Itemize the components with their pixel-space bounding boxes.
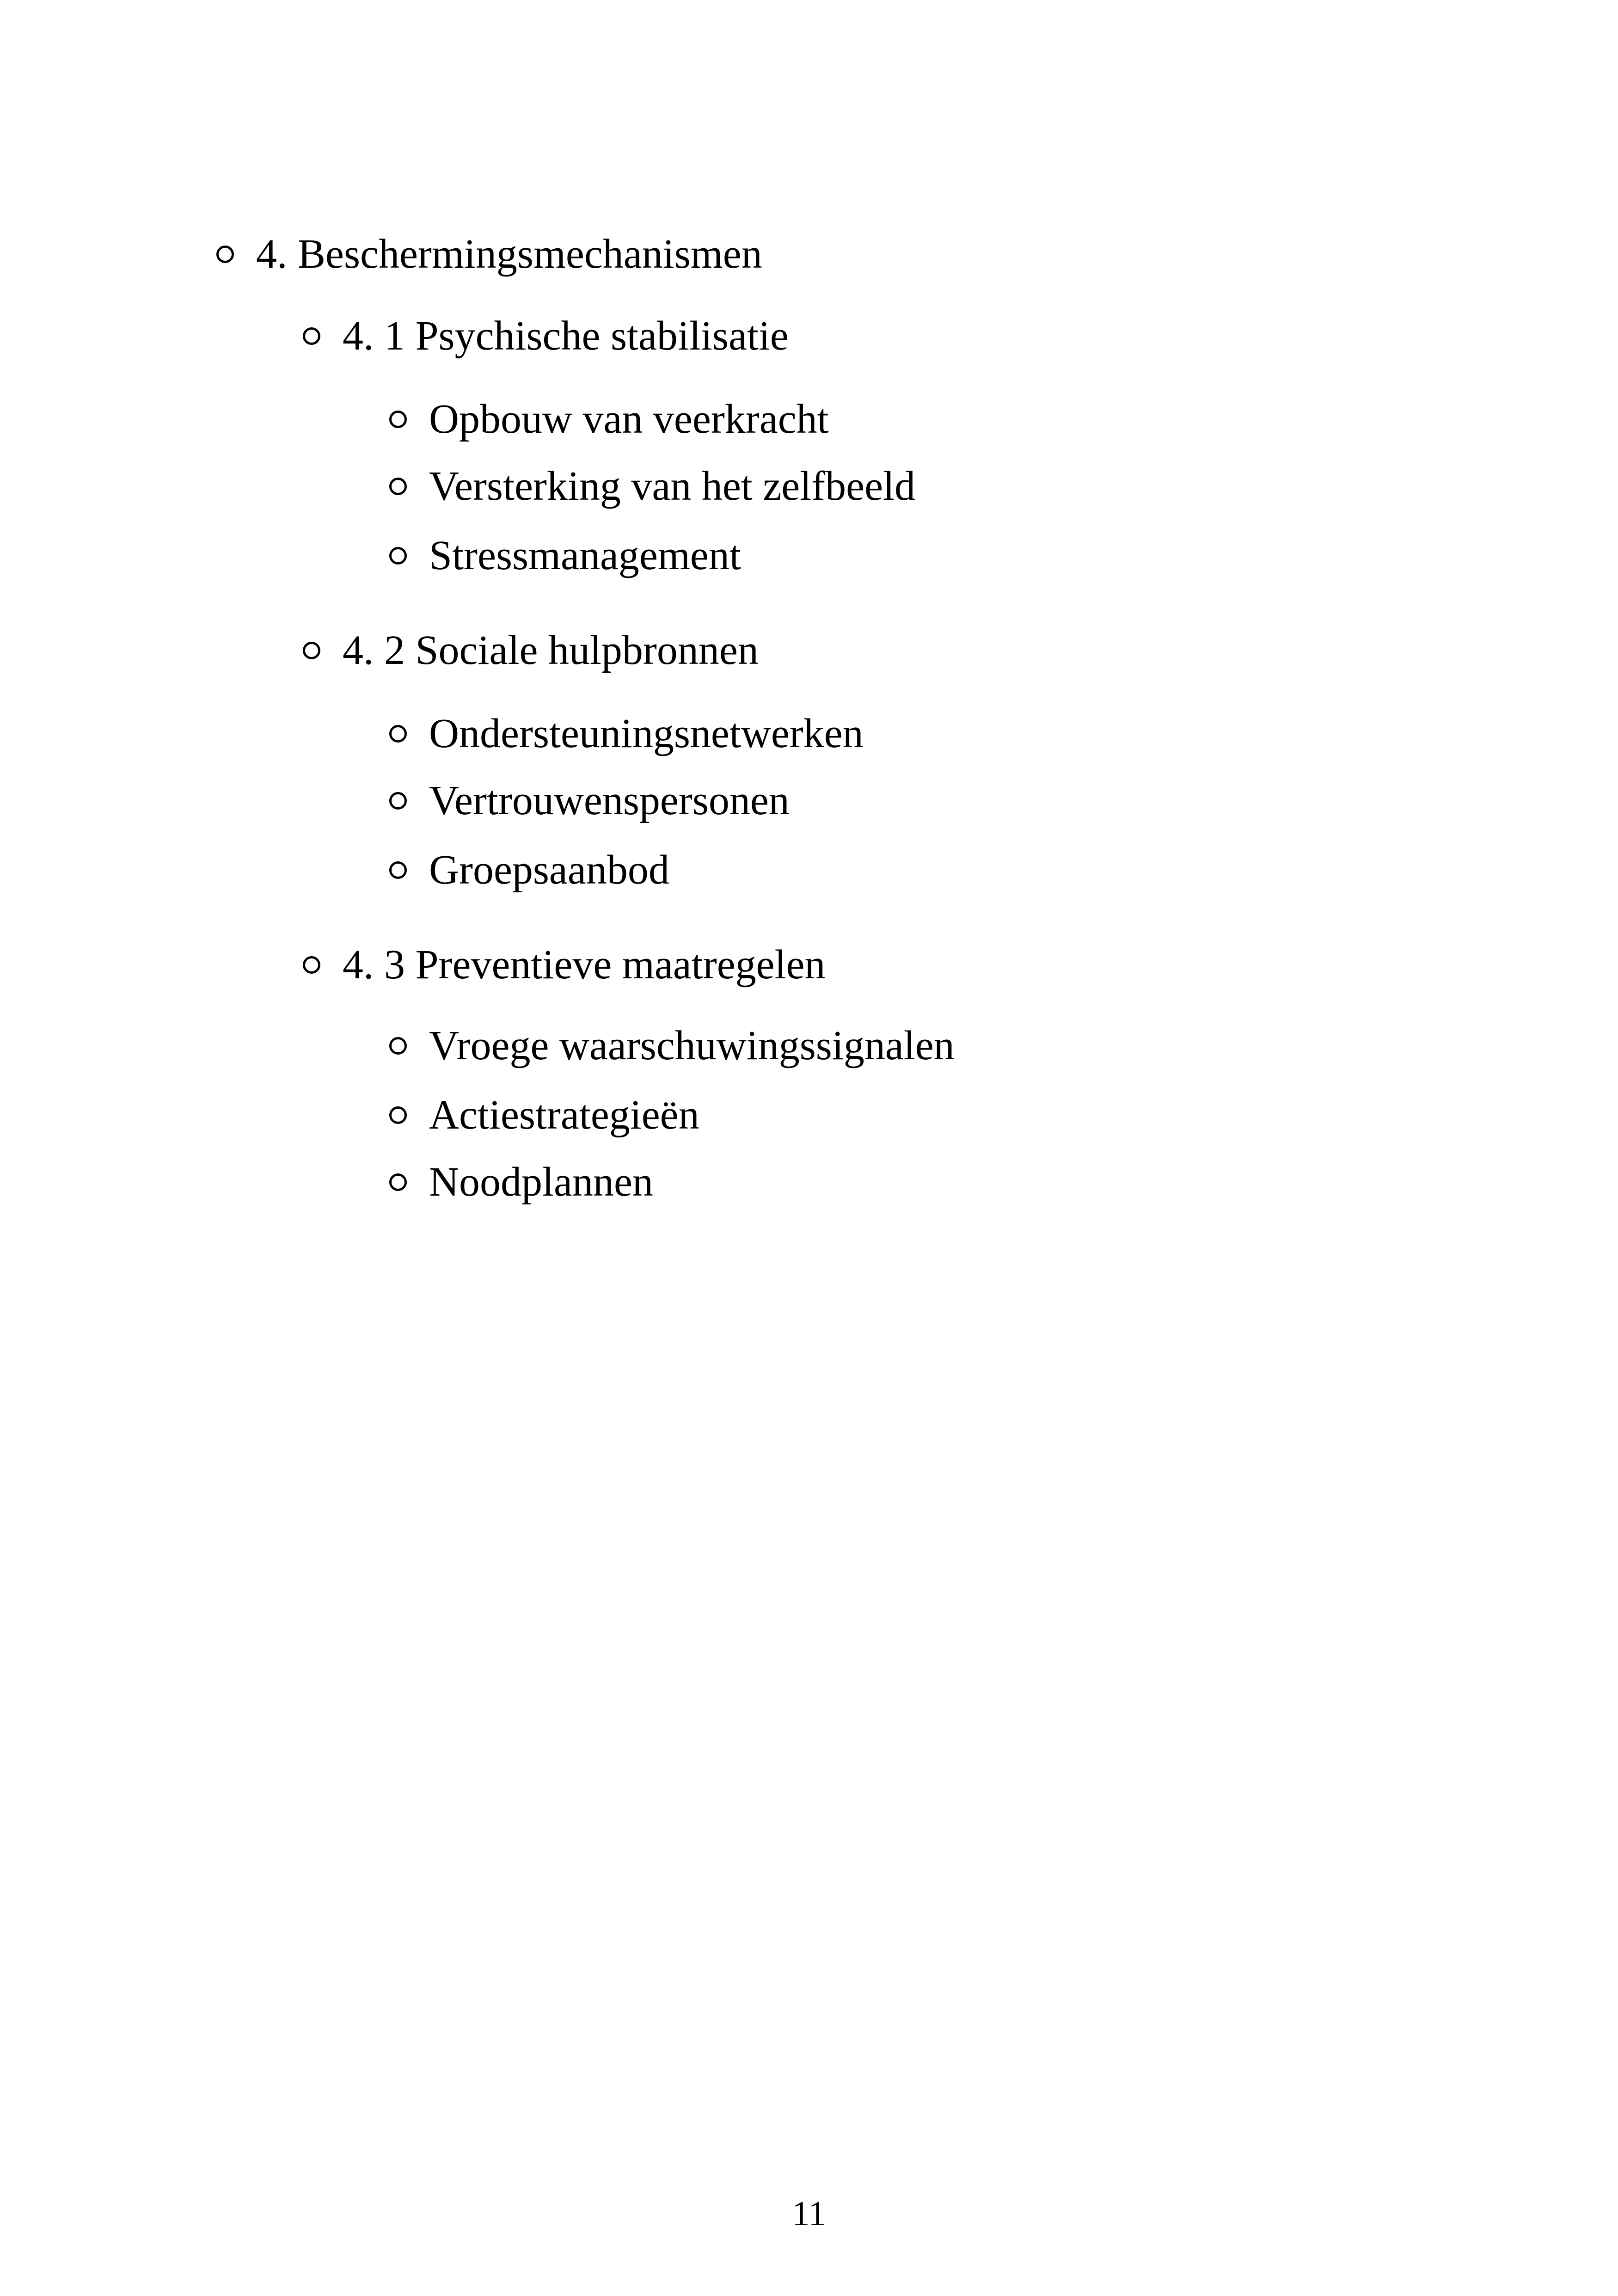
subitem-text: Versterking van het zelfbeeld xyxy=(429,463,916,509)
hollow-circle-bullet-icon xyxy=(389,478,407,495)
list-item-subitem xyxy=(389,463,916,509)
list-item-subitem xyxy=(389,1159,653,1205)
section-title: 4. 2 Sociale hulpbronnen xyxy=(343,627,759,673)
hollow-circle-bullet-icon xyxy=(389,792,407,810)
subitem-text: Vroege waarschuwingssignalen xyxy=(429,1023,955,1068)
list-item-section xyxy=(303,313,789,359)
list-item-subitem xyxy=(389,396,829,442)
list-item-subitem xyxy=(389,533,741,578)
subitem-text: Opbouw van veerkracht xyxy=(429,396,829,442)
subitem-text: Ondersteuningsnetwerken xyxy=(429,711,864,756)
hollow-circle-bullet-icon xyxy=(389,1106,407,1124)
subitem-text: Actiestrategieën xyxy=(429,1092,699,1138)
section-title: 4. 1 Psychische stabilisatie xyxy=(343,313,789,359)
list-item-section xyxy=(303,942,826,988)
hollow-circle-bullet-icon xyxy=(216,246,234,263)
list-item-subitem xyxy=(389,1092,699,1138)
hollow-circle-bullet-icon xyxy=(389,1173,407,1191)
subitem-text: Stressmanagement xyxy=(429,533,741,578)
list-item-section xyxy=(303,627,759,673)
hollow-circle-bullet-icon xyxy=(303,327,320,345)
subitem-text: Groepsaanbod xyxy=(429,847,669,893)
list-item-subitem xyxy=(389,847,669,893)
list-item-subitem xyxy=(389,778,790,823)
hollow-circle-bullet-icon xyxy=(303,956,320,974)
list-item-heading xyxy=(216,231,762,277)
hollow-circle-bullet-icon xyxy=(389,1037,407,1055)
heading-text: 4. Beschermingsmechanismen xyxy=(256,231,762,277)
subitem-text: Vertrouwenspersonen xyxy=(429,778,790,823)
hollow-circle-bullet-icon xyxy=(303,642,320,659)
hollow-circle-bullet-icon xyxy=(389,861,407,879)
list-item-subitem xyxy=(389,711,864,756)
hollow-circle-bullet-icon xyxy=(389,547,407,565)
hollow-circle-bullet-icon xyxy=(389,725,407,743)
page-number: 11 xyxy=(792,2194,826,2233)
list-item-subitem xyxy=(389,1023,955,1068)
hollow-circle-bullet-icon xyxy=(389,411,407,428)
section-title: 4. 3 Preventieve maatregelen xyxy=(343,942,826,988)
subitem-text: Noodplannen xyxy=(429,1159,653,1205)
